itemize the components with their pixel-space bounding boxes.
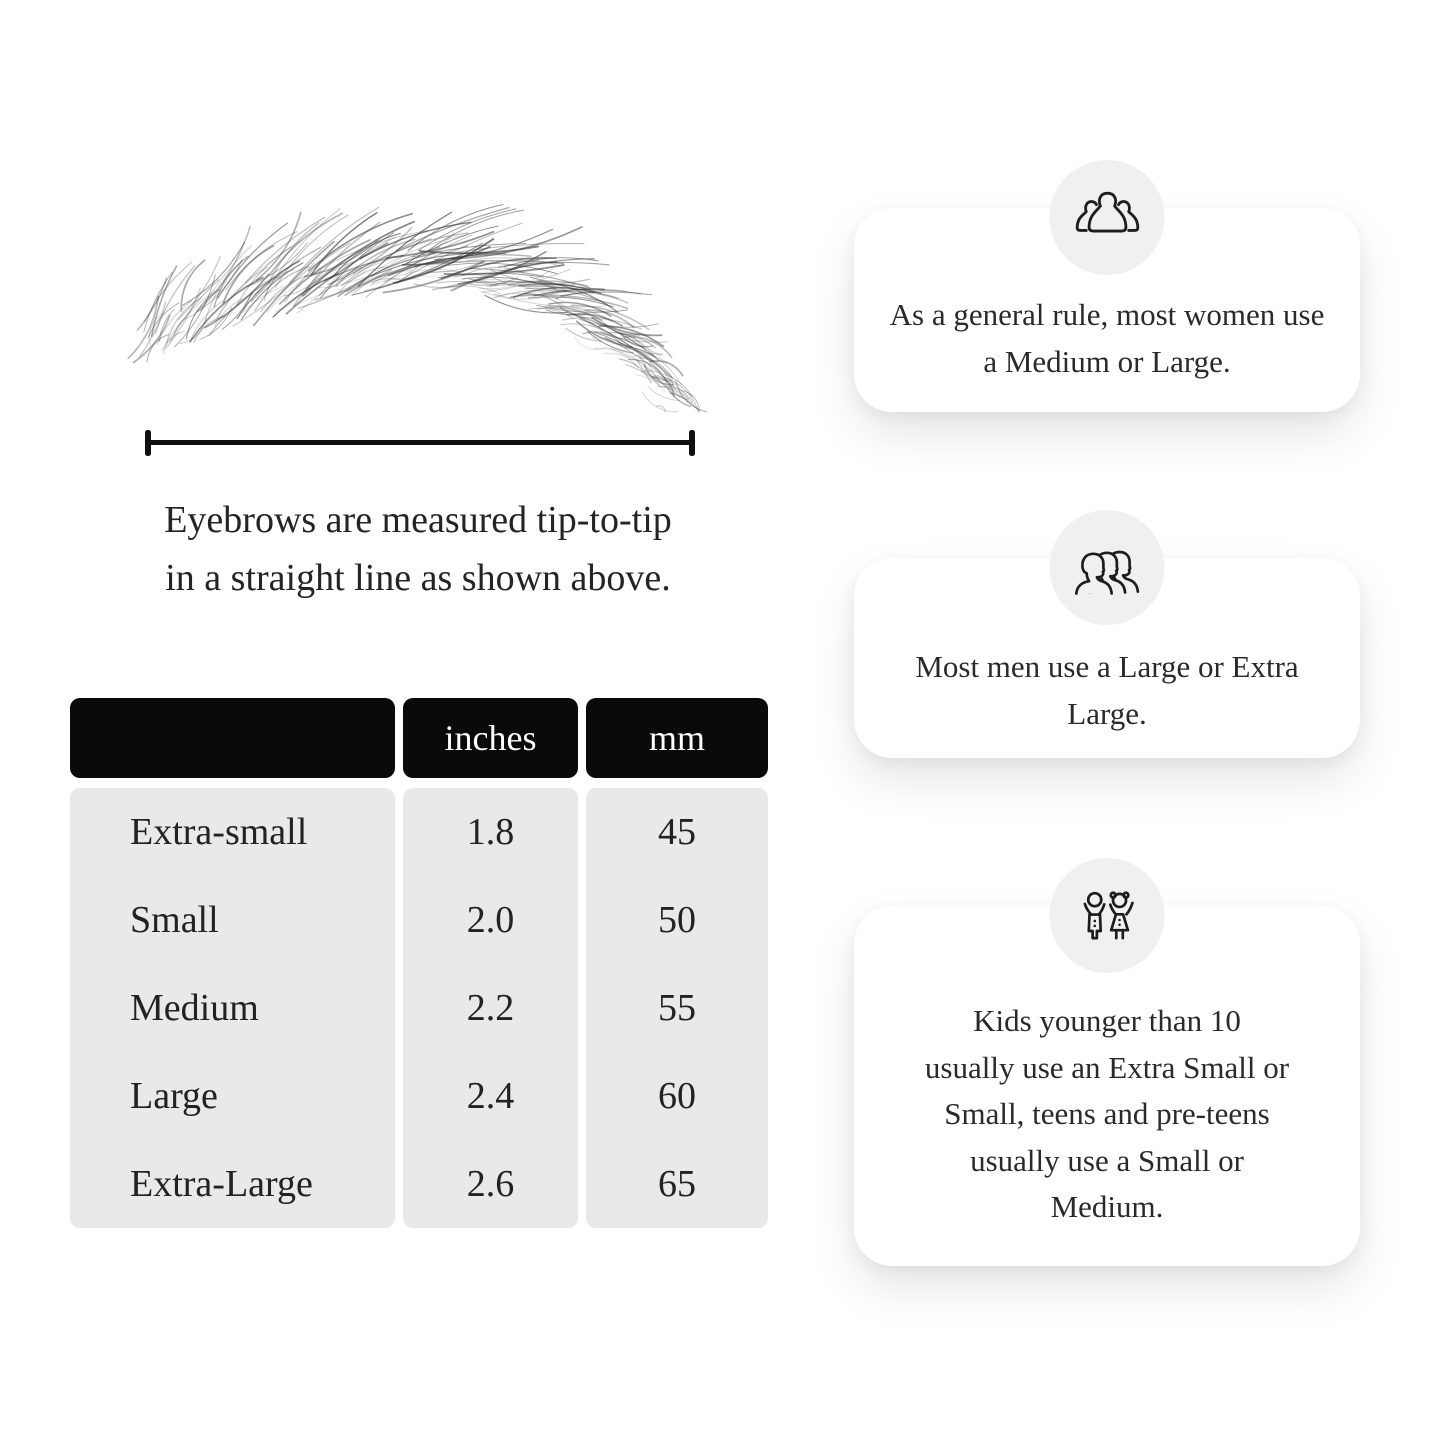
size-label: Large: [130, 1075, 218, 1117]
card-women-text: As a general rule, most women use a Medium or Large.: [889, 297, 1325, 379]
measurement-endcap-left: [145, 430, 151, 456]
card-women: [854, 208, 1360, 412]
header-spacer: [70, 698, 395, 778]
card-men-text: Most men use a Large or Extra Large.: [915, 649, 1299, 731]
size-label-column: [70, 788, 395, 1228]
men-group-icon: [1073, 534, 1141, 602]
size-inches-column: [403, 788, 578, 1228]
icon-circle: [1050, 160, 1165, 275]
size-inches: 2.6: [466, 1163, 515, 1205]
kids-icon: [1073, 882, 1141, 950]
measurement-caption: [68, 492, 768, 608]
size-mm: 60: [658, 1075, 696, 1117]
size-table: [70, 698, 768, 1228]
size-inches: 2.4: [466, 1075, 515, 1117]
size-inches: 2.2: [466, 987, 515, 1029]
caption-line-1: Eyebrows are measured tip-to-tip: [164, 499, 672, 541]
women-group-icon: [1073, 184, 1141, 252]
size-mm: 45: [658, 811, 696, 853]
size-mm: 65: [658, 1163, 696, 1205]
size-inches: 1.8: [466, 811, 515, 853]
header-inches: inches: [403, 698, 578, 778]
card-kids: [854, 906, 1360, 1266]
size-label: Medium: [130, 987, 259, 1029]
header-mm: mm: [586, 698, 768, 778]
size-mm: 50: [658, 899, 696, 941]
measurement-endcap-right: [689, 430, 695, 456]
measurement-line: [145, 430, 695, 456]
size-label: Extra-Large: [130, 1163, 313, 1205]
card-men: [854, 558, 1360, 758]
size-table-body: [70, 788, 768, 1228]
size-label: Extra-small: [130, 811, 308, 853]
caption-line-2: in a straight line as shown above.: [165, 556, 671, 599]
size-mm-column: [586, 788, 768, 1228]
size-inches: 2.0: [466, 899, 515, 941]
size-table-header: [70, 698, 768, 778]
eyebrow-illustration: [0, 0, 760, 460]
card-kids-text: Kids younger than 10 usually use an Extra Small or Small, teens and pre-teens usually use a Small or Medium.: [924, 1003, 1290, 1224]
icon-circle: [1050, 510, 1165, 625]
size-mm: 55: [658, 987, 696, 1029]
eyebrow-hairs: [128, 205, 706, 413]
icon-circle: [1050, 858, 1165, 973]
size-label: Small: [130, 899, 219, 941]
